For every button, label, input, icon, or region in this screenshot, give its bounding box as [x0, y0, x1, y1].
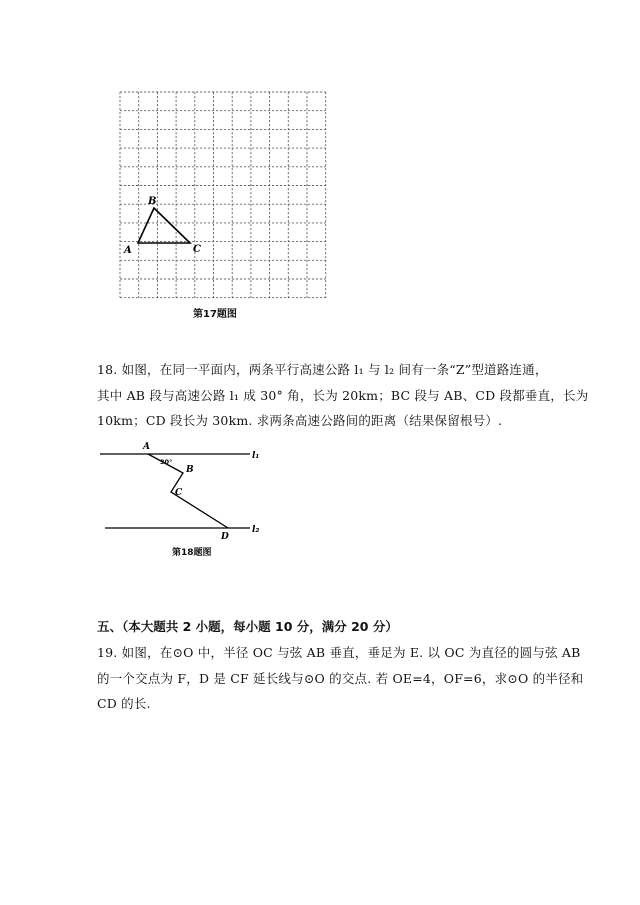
- q19-line-1: 19. 如图，在⊙O 中，半径 OC 与弦 AB 垂直，垂足为 E. 以 OC 为直径的圆与弦 AB: [97, 645, 581, 660]
- label-l2: l₂: [252, 525, 260, 535]
- label-c: C: [175, 488, 183, 498]
- q18-line-1: 18. 如图，在同一平面内，两条平行高速公路 l₁ 与 l₂ 间有一条“Z”型道路连通，: [97, 362, 548, 377]
- label-c: C: [193, 244, 201, 255]
- q19-line-3: CD 的长.: [97, 696, 151, 711]
- q19-line-2: 的一个交点为 F，D 是 CF 延长线与⊙O 的交点. 若 OE=4，OF=6，求⊙O 的半径和: [97, 670, 584, 686]
- q18-line-3: 10km；CD 段长为 30km. 求两条高速公路间的距离（结果保留根号）.: [97, 413, 503, 428]
- label-b: B: [186, 465, 194, 475]
- label-a: A: [143, 442, 150, 452]
- label-a: A: [124, 245, 132, 256]
- triangle-abc: [138, 208, 190, 243]
- figure-18-caption: 第18题图: [172, 548, 212, 558]
- label-d: D: [221, 532, 229, 542]
- figure-17-grid: [118, 90, 340, 300]
- question-18: [97, 357, 589, 434]
- figure-18-diagram: [100, 440, 280, 545]
- label-l1: l₁: [252, 451, 260, 461]
- section-5-heading: 五、（本大题共 2 小题，每小题 10 分，满分 20 分）: [97, 619, 398, 634]
- question-19: [97, 640, 584, 717]
- figure-17-caption: 第17题图: [193, 309, 237, 320]
- q18-line-2: 其中 AB 段与高速公路 l₁ 成 30° 角，长为 20km；BC 段与 AB、CD 段都垂直，长为: [97, 387, 589, 403]
- angle-30: 30°: [160, 458, 173, 466]
- label-b: B: [148, 196, 157, 207]
